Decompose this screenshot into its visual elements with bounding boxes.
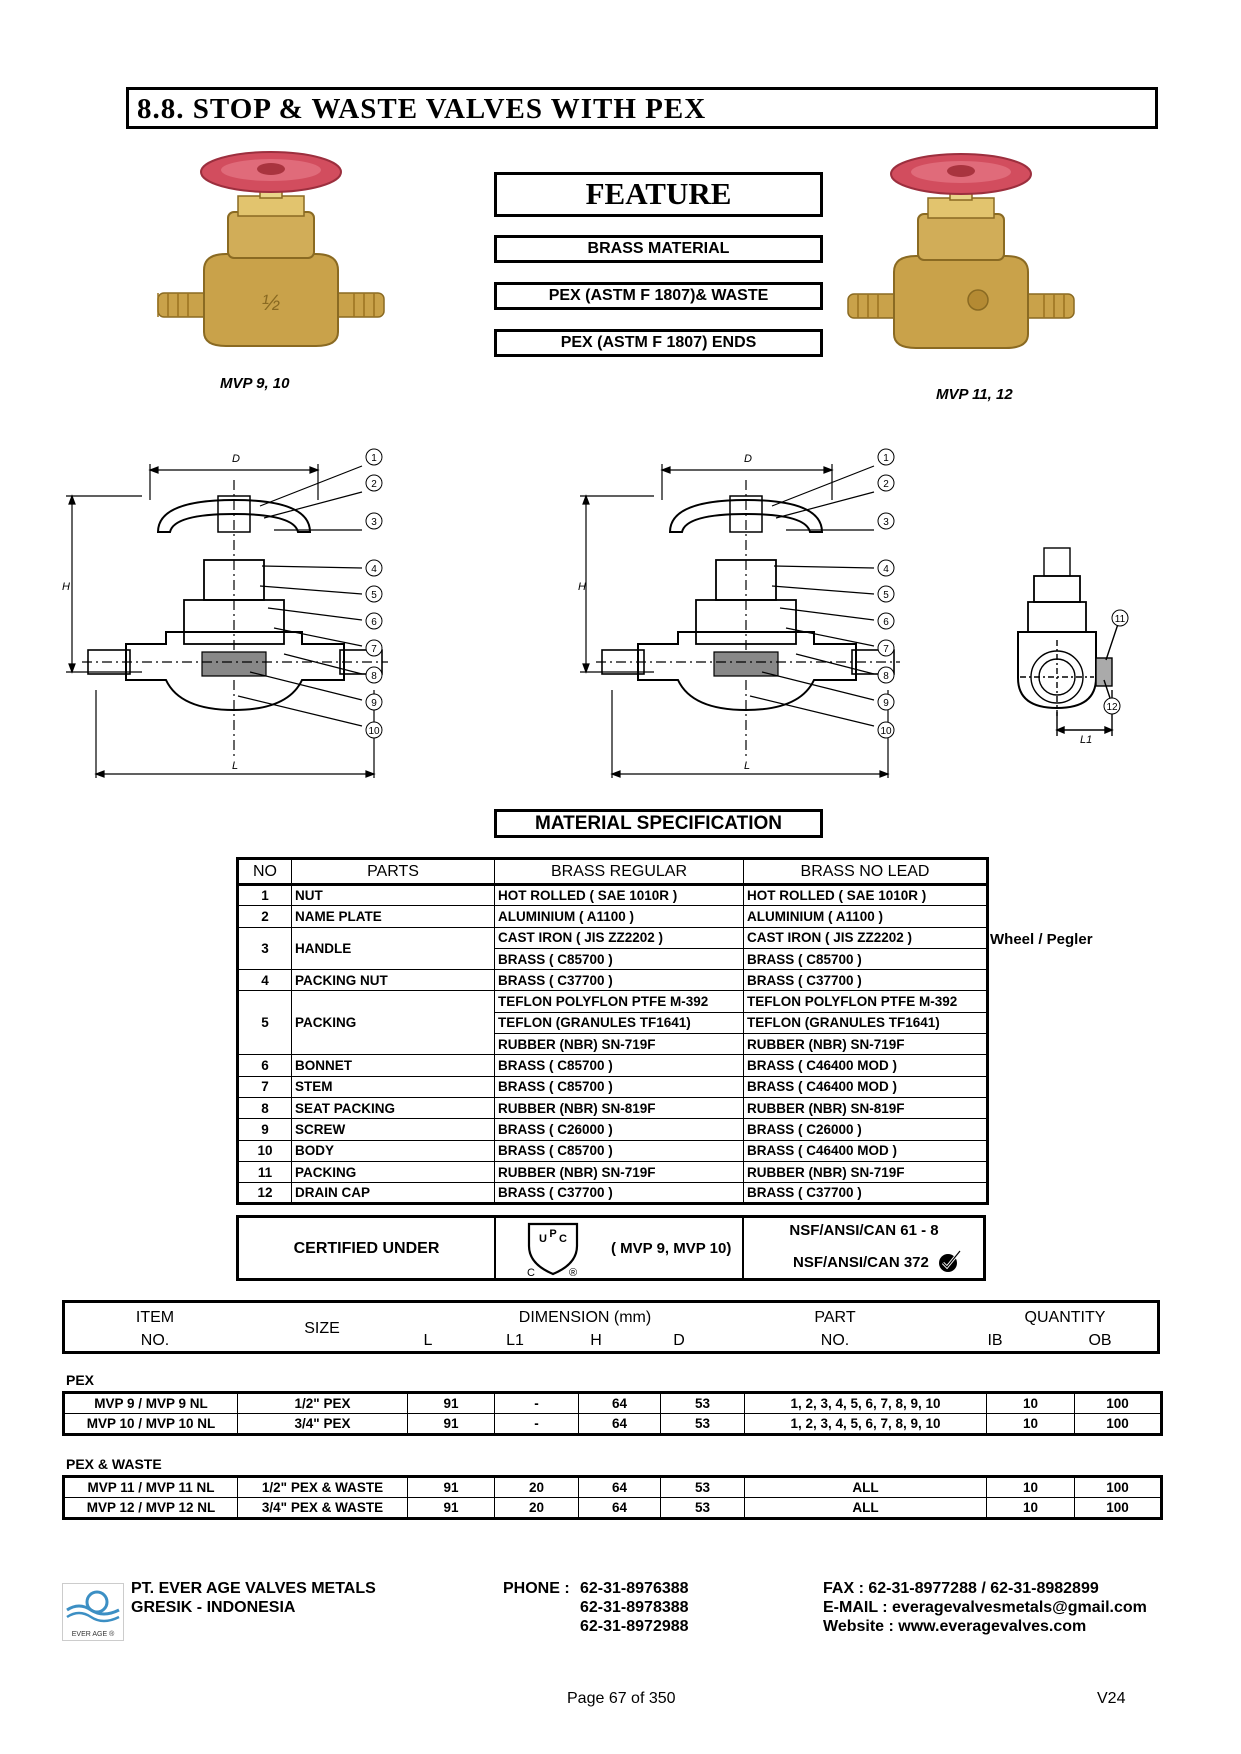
table-row: 8 SEAT PACKING RUBBER (NBR) SN-819F RUBBER (NBR) SN-819F (238, 1097, 988, 1118)
table-row: TEFLON (GRANULES TF1641) TEFLON (GRANULES TF1641) (238, 1012, 988, 1033)
company-logo (62, 1583, 124, 1641)
standard-nsf-372: NSF/ANSI/CAN 372 (793, 1254, 929, 1271)
callout-10: 10 (368, 726, 380, 737)
page-number: Page 67 of 350 (567, 1690, 676, 1707)
callout-right-4: 4 (883, 564, 889, 575)
svg-text:½: ½ (261, 290, 281, 315)
callout-right-10: 10 (880, 726, 892, 737)
callout-right-5: 5 (883, 590, 889, 601)
group-label-pex: PEX (66, 1372, 95, 1388)
header-size: SIZE (304, 1320, 340, 1337)
dim-label-h-right: H (578, 581, 586, 593)
phone-number-1: 62-31-8976388 (580, 1580, 689, 1597)
table-row: MVP 9 / MVP 9 NL 1/2" PEX 91 - 64 53 1, 2, 3, 4, 5, 6, 7, 8, 9, 10 10 100 (64, 1393, 1162, 1414)
callout-2: 2 (371, 479, 377, 490)
title-bar (126, 87, 1158, 129)
callout-right-6: 6 (883, 617, 889, 628)
company-name: PT. EVER AGE VALVES METALS (131, 1580, 376, 1597)
table-row: 6 BONNET BRASS ( C85700 ) BRASS ( C46400 MOD ) (238, 1055, 988, 1076)
header-ib: IB (987, 1332, 1003, 1349)
product-photo-mvp-11-12 (846, 150, 1076, 360)
table-row: 3 HANDLE CAST IRON ( JIS ZZ2202 ) CAST IRON ( JIS ZZ2202 ) (238, 927, 988, 948)
callout-1: 1 (371, 453, 377, 464)
company-location: GRESIK - INDONESIA (131, 1599, 296, 1616)
table-row: MVP 10 / MVP 10 NL 3/4" PEX 91 - 64 53 1, 2, 3, 4, 5, 6, 7, 8, 9, 10 10 100 (64, 1414, 1162, 1435)
dim-label-d-right: D (744, 453, 752, 465)
product-caption-left: MVP 9, 10 (220, 375, 290, 392)
table-row: 9 SCREW BRASS ( C26000 ) BRASS ( C26000 ) (238, 1119, 988, 1140)
header-l: L (423, 1332, 433, 1349)
callout-right-3: 3 (883, 517, 889, 528)
svg-text:C: C (527, 1267, 535, 1278)
callout-right-9: 9 (883, 698, 889, 709)
table-row: 4 PACKING NUT BRASS ( C37700 ) BRASS ( C37700 ) (238, 970, 988, 991)
table-row: 12 DRAIN CAP BRASS ( C37700 ) BRASS ( C37700 ) (238, 1183, 988, 1204)
header-d: D (673, 1332, 685, 1349)
phone-label: PHONE : (503, 1580, 570, 1597)
group-label-pex-waste: PEX & WASTE (66, 1456, 162, 1472)
callout-right-7: 7 (883, 644, 889, 655)
dim-label-h: H (62, 581, 70, 593)
website-address: Website : www.everagevalves.com (823, 1618, 1087, 1635)
callout-9: 9 (371, 698, 377, 709)
logo-text: EVER AGE ® (71, 1631, 115, 1638)
callout-3: 3 (371, 517, 377, 528)
feature-item-pex-waste: PEX (ASTM F 1807)& WASTE (494, 282, 823, 310)
callout-8: 8 (371, 671, 377, 682)
table-row: MVP 11 / MVP 11 NL 1/2" PEX & WASTE 91 20 64 53 ALL 10 100 (64, 1477, 1162, 1498)
feature-heading: FEATURE (494, 172, 823, 217)
col-header-parts: PARTS (292, 859, 495, 885)
header-item: ITEM (135, 1309, 175, 1326)
table-row: 2 NAME PLATE ALUMINIUM ( A1100 ) ALUMINIUM ( A1100 ) (238, 906, 988, 927)
table-row: MVP 12 / MVP 12 NL 3/4" PEX & WASTE 91 20 64 53 ALL 10 100 (64, 1498, 1162, 1519)
product-caption-right: MVP 11, 12 (936, 386, 1013, 403)
fax-number: FAX : 62-31-8977288 / 62-31-8982899 (823, 1580, 1099, 1597)
col-header-no: NO (238, 859, 292, 885)
svg-text:U: U (539, 1233, 547, 1245)
dim-label-l-right: L (744, 760, 751, 772)
header-h: H (590, 1332, 602, 1349)
svg-text:C: C (559, 1233, 567, 1245)
callout-right-8: 8 (883, 671, 889, 682)
callout-right-2: 2 (883, 479, 889, 490)
header-part-no: NO. (820, 1332, 850, 1349)
certification-box (236, 1215, 986, 1281)
dimension-table-header (62, 1300, 1160, 1354)
certified-under-label: CERTIFIED UNDER (293, 1240, 440, 1257)
callout-4: 4 (371, 564, 377, 575)
dimension-table-pex (62, 1391, 1163, 1436)
material-spec-title: MATERIAL SPECIFICATION (494, 809, 823, 838)
callout-7: 7 (371, 644, 377, 655)
technical-drawing-side (1000, 540, 1140, 760)
table-row: BRASS ( C85700 ) BRASS ( C85700 ) (238, 948, 988, 969)
table-row: 5 PACKING TEFLON POLYFLON PTFE M-392 TEFLON POLYFLON PTFE M-392 (238, 991, 988, 1012)
table-row: 1 NUT HOT ROLLED ( SAE 1010R ) HOT ROLLED ( SAE 1010R ) (238, 885, 988, 906)
product-photo-mvp-9-10 (156, 150, 386, 360)
dim-label-l: L (232, 760, 239, 772)
ever-age-logo-icon (63, 1584, 123, 1626)
header-ob: OB (1088, 1332, 1112, 1349)
certified-models: ( MVP 9, MVP 10) (611, 1240, 732, 1257)
svg-text:®: ® (569, 1267, 578, 1278)
material-spec-table (236, 857, 989, 1205)
phone-number-3: 62-31-8972988 (580, 1618, 689, 1635)
header-quantity: QUANTITY (1024, 1309, 1106, 1326)
svg-text:P: P (549, 1228, 557, 1240)
technical-drawing-left (62, 440, 442, 780)
dim-label-l1: L1 (1080, 734, 1093, 746)
dim-label-d: D (232, 453, 240, 465)
col-header-brass-regular: BRASS REGULAR (495, 859, 744, 885)
table-row: RUBBER (NBR) SN-719F RUBBER (NBR) SN-719F (238, 1034, 988, 1055)
dimension-table-pex-waste (62, 1475, 1163, 1520)
table-row: 7 STEM BRASS ( C85700 ) BRASS ( C46400 MOD ) (238, 1076, 988, 1097)
callout-right-1: 1 (883, 453, 889, 464)
technical-drawing-right (578, 440, 958, 780)
header-l1: L1 (506, 1332, 524, 1349)
header-item-no: NO. (140, 1332, 170, 1349)
version-label: V24 (1097, 1690, 1126, 1707)
col-header-brass-no-lead: BRASS NO LEAD (744, 859, 988, 885)
table-row: 10 BODY BRASS ( C85700 ) BRASS ( C46400 MOD ) (238, 1140, 988, 1161)
header-dimension: DIMENSION (mm) (518, 1309, 652, 1326)
callout-5: 5 (371, 590, 377, 601)
email-address: E-MAIL : everagevalvesmetals@gmail.com (823, 1599, 1147, 1616)
table-row: 11 PACKING RUBBER (NBR) SN-719F RUBBER (NBR) SN-719F (238, 1161, 988, 1182)
header-part: PART (814, 1309, 856, 1326)
check-seal-icon (937, 1248, 963, 1274)
standard-nsf-61: NSF/ANSI/CAN 61 - 8 (789, 1222, 939, 1239)
feature-item-pex-ends: PEX (ASTM F 1807) ENDS (494, 329, 823, 357)
callout-12: 12 (1106, 702, 1118, 713)
handle-side-note: Wheel / Pegler (990, 931, 1093, 948)
callout-11: 11 (1114, 614, 1126, 625)
callout-6: 6 (371, 617, 377, 628)
upc-logo-icon (523, 1220, 583, 1278)
feature-item-brass: BRASS MATERIAL (494, 235, 823, 263)
phone-number-2: 62-31-8978388 (580, 1599, 689, 1616)
page-title: 8.8. STOP & WASTE VALVES WITH PEX (137, 93, 707, 125)
